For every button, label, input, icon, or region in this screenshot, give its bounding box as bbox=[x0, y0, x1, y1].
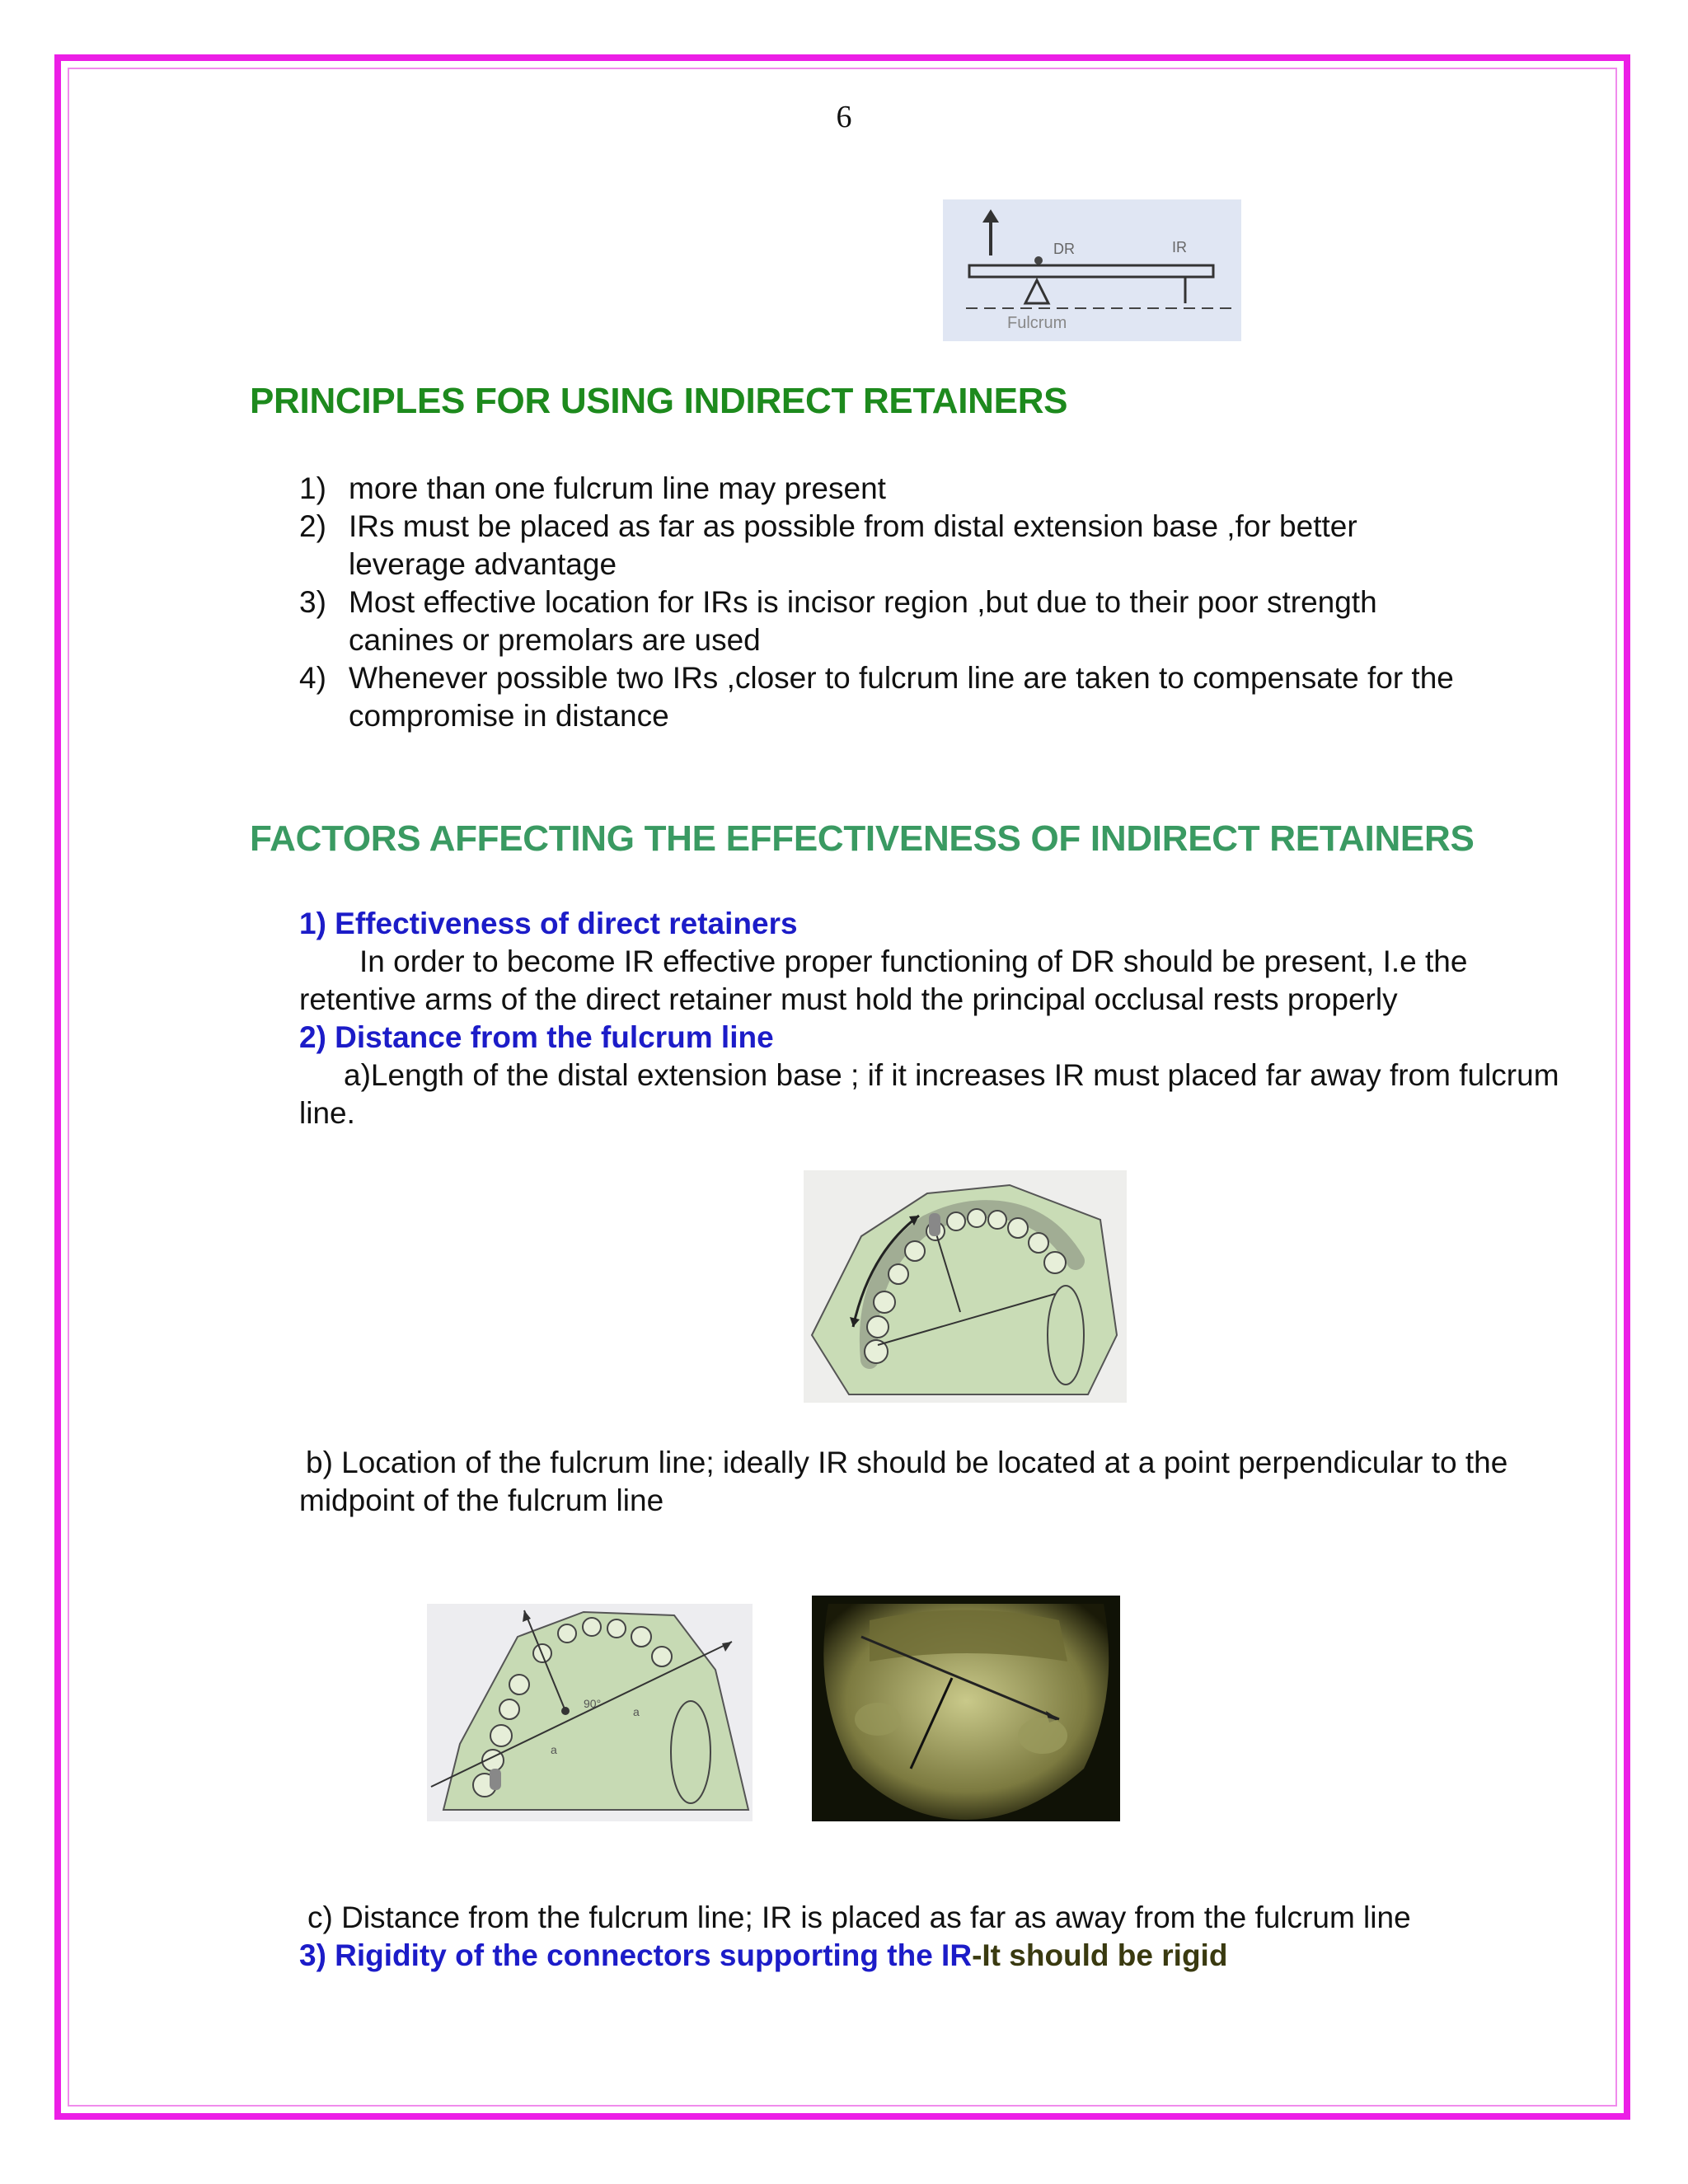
arch-curved-arrow-figure bbox=[804, 1170, 1127, 1403]
factor1-heading: 1) Effectiveness of direct retainers bbox=[299, 907, 798, 940]
section-title-factors: FACTORS AFFECTING THE EFFECTIVENESS OF INDIRECT RETAINERS bbox=[250, 818, 1475, 859]
list-item bbox=[299, 659, 1470, 735]
factor3-line bbox=[299, 1937, 1227, 1975]
lever-diagram-figure bbox=[943, 199, 1241, 341]
factor3-suffix: -It should be rigid bbox=[972, 1938, 1228, 1972]
factor2-c-line: c) Distance from the fulcrum line; IR is placed as far as away from the fulcrum line bbox=[307, 1900, 1411, 1934]
list-item-number: 4) bbox=[299, 661, 326, 695]
list-item-text: Most effective location for IRs is incisor region ,but due to their poor strength canines or premolars are used bbox=[349, 585, 1377, 657]
lever-diagram bbox=[943, 199, 1241, 341]
segment-label: a bbox=[551, 1743, 557, 1756]
factor1-line1: In order to become IR effective proper functioning of DR should be present, I.e the bbox=[359, 944, 1468, 978]
list-item bbox=[299, 508, 1470, 583]
list-item bbox=[299, 470, 1470, 508]
factor2-b-line2: midpoint of the fulcrum line bbox=[299, 1483, 664, 1517]
principles-list bbox=[299, 470, 1470, 735]
arch-perpendicular-figure bbox=[427, 1604, 753, 1821]
list-item-text: Whenever possible two IRs ,closer to fulcrum line are taken to compensate for the compromise in distance bbox=[349, 661, 1454, 733]
list-item-text: more than one fulcrum line may present bbox=[349, 471, 886, 505]
dr-label: DR bbox=[1053, 241, 1075, 257]
cast-photo-figure bbox=[812, 1596, 1120, 1821]
section-title-principles: PRINCIPLES FOR USING INDIRECT RETAINERS bbox=[250, 381, 1068, 421]
angle-label: 90° bbox=[584, 1697, 602, 1710]
cast-photo bbox=[812, 1596, 1120, 1821]
factor2-a-line2: line. bbox=[299, 1096, 355, 1130]
segment-label: a bbox=[633, 1705, 640, 1718]
list-item bbox=[299, 583, 1470, 659]
dr-point bbox=[1034, 256, 1043, 265]
arch-diagram-2 bbox=[427, 1604, 753, 1821]
factor3-heading: 3) Rigidity of the connectors supporting the IR bbox=[299, 1938, 973, 1972]
ir-label: IR bbox=[1172, 239, 1187, 255]
list-item-text: IRs must be placed as far as possible from distal extension base ,for better leverage advantage bbox=[349, 509, 1357, 581]
arch-diagram-1 bbox=[804, 1170, 1127, 1403]
factor2-b-line1: b) Location of the fulcrum line; ideally IR should be located at a point perpendicular to the bbox=[306, 1446, 1508, 1479]
list-item-number: 3) bbox=[299, 585, 326, 619]
list-item-number: 1) bbox=[299, 471, 326, 505]
fulcrum-label: Fulcrum bbox=[1007, 314, 1067, 332]
list-item-number: 2) bbox=[299, 509, 326, 543]
factor2-heading: 2) Distance from the fulcrum line bbox=[299, 1020, 774, 1054]
factor2-a-line1: a)Length of the distal extension base ; if it increases IR must placed far away from fulcrum bbox=[344, 1058, 1559, 1092]
page-number: 6 bbox=[836, 100, 852, 134]
factor1-line2: retentive arms of the direct retainer must hold the principal occlusal rests properly bbox=[299, 982, 1398, 1016]
